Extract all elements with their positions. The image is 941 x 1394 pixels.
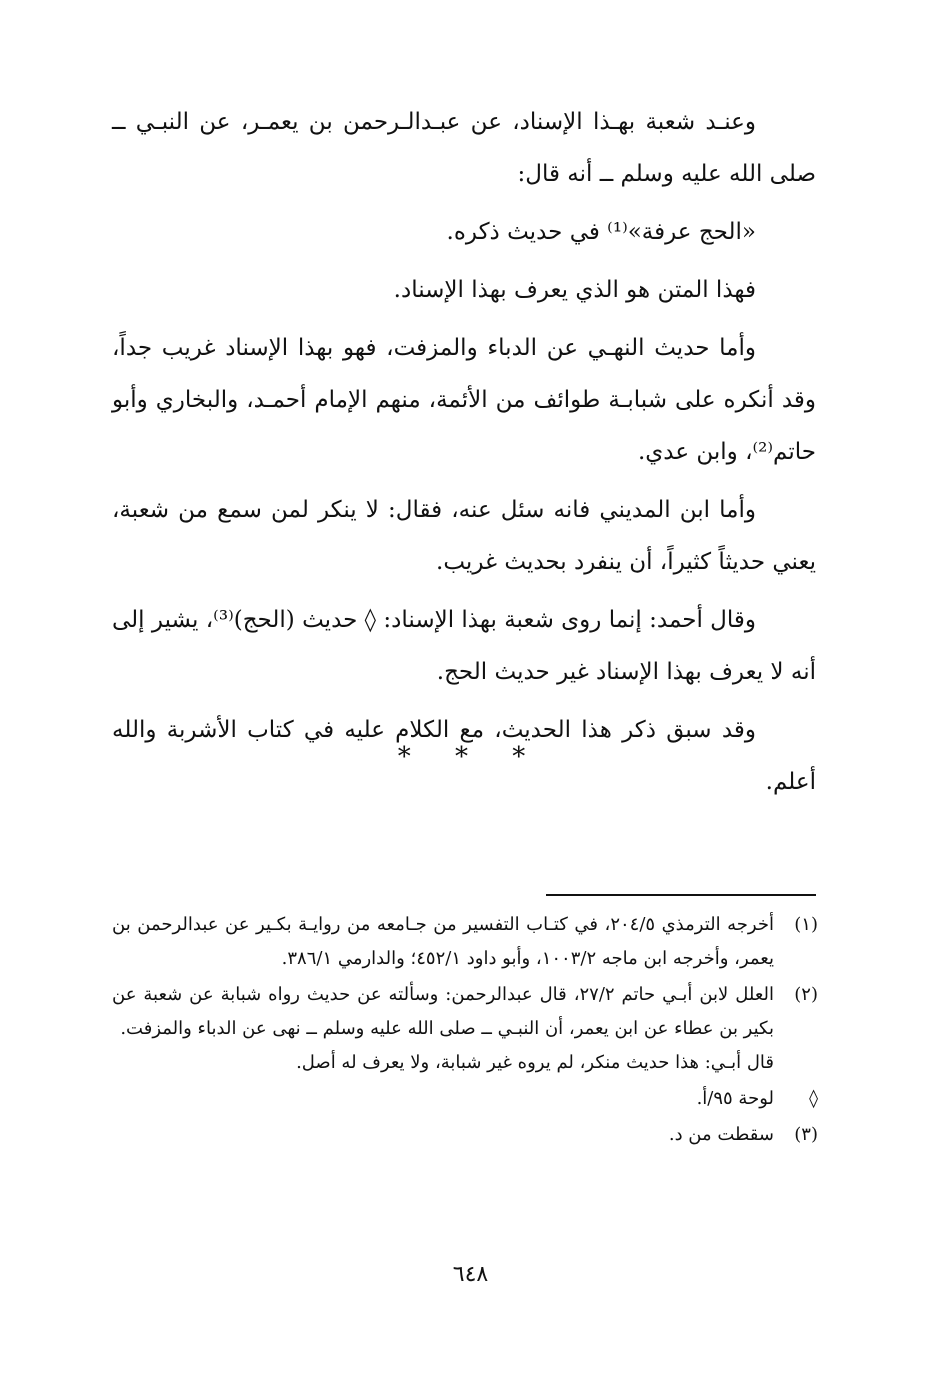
paragraph-dubba: وأما حديث النهـي عن الدباء والمزفت، فهو بهذا الإسناد غريب جداً، وقد أنكره على شبابـة طوائف من الأئمة، منهم الإمام أحمـد، والبخاري وأبو حاتم⁽²⁾، وابن عدي. xyxy=(112,335,816,465)
paragraph-ahmad: وقال أحمد: إنما روى شعبة بهذا الإسناد: ◊ حديث (الحج)⁽³⁾، يشير إلى أنه لا يعرف بهذا الإسناد غير حديث الحج. xyxy=(112,607,816,685)
footnotes xyxy=(112,908,818,1154)
paragraph-ibn-madini: وأما ابن المديني فانه سئل عنه، فقال: لا ينكر لمن سمع من شعبة، يعني حديثاً كثيراً، أن ينفرد بحديث غريب. xyxy=(112,497,816,575)
page-number: ٦٤٨ xyxy=(452,1262,489,1287)
paragraph-hadith-quote: «الحج عرفة»⁽¹⁾ في حديث ذكره. xyxy=(446,219,756,245)
paragraph-isnad: وعنـد شعبة بهـذا الإسناد، عن عبـدالـرحمن بن يعمـر، عن النبـي ــ صلى الله عليه وسلم ــ أنه قال: xyxy=(112,109,816,187)
footnote-text: لوحة ٩٥/أ. xyxy=(696,1088,774,1109)
footnote-manuscript-marker xyxy=(112,1082,818,1116)
paragraph-conclusion: وقد سبق ذكر هذا الحديث، مع الكلام عليه في كتاب الأشربة والله أعلم. xyxy=(112,717,816,795)
footnote-number: (١) xyxy=(794,914,818,935)
footnote-text: العلل لابن أبـي حاتم ٢٧/٢، قال عبدالرحمن: وسألته عن حديث رواه شبابة عن شعبة عن بكير بن عطاء عن ابن يعمر، أن النبـي ــ صلى الله عليه وسلم ــ نهى عن الدباء والمزفت. xyxy=(112,984,775,1039)
footnote-text: سقطت من د. xyxy=(668,1124,774,1145)
footnote-number: (٢) xyxy=(794,984,818,1005)
footnote-1 xyxy=(112,908,818,976)
footnote-2 xyxy=(112,978,818,1080)
footnote-divider xyxy=(546,894,816,896)
main-text xyxy=(112,96,816,814)
diamond-icon: ◊ xyxy=(809,1088,818,1109)
paragraph-matn: فهذا المتن هو الذي يعرف بهذا الإسناد. xyxy=(393,277,756,303)
footnote-subtext: قال أبـي: هذا حديث منكر، لم يروه غير شبابة، ولا يعرف له أصل. xyxy=(296,1052,774,1073)
footnote-number: (٣) xyxy=(794,1124,818,1145)
section-separator: * * * xyxy=(397,742,544,772)
footnote-text: أخرجه الترمذي ٢٠٤/٥، في كتـاب التفسير من جـامعه من روايـة بكـير عن عبدالرحمن بن يعمر، وأخرجه ابن ماجه ١٠٠٣/٢، وأبو داود ٤٥٢/١؛ والدارمي ٣٨٦/١. xyxy=(112,914,774,969)
footnote-3 xyxy=(112,1118,818,1152)
